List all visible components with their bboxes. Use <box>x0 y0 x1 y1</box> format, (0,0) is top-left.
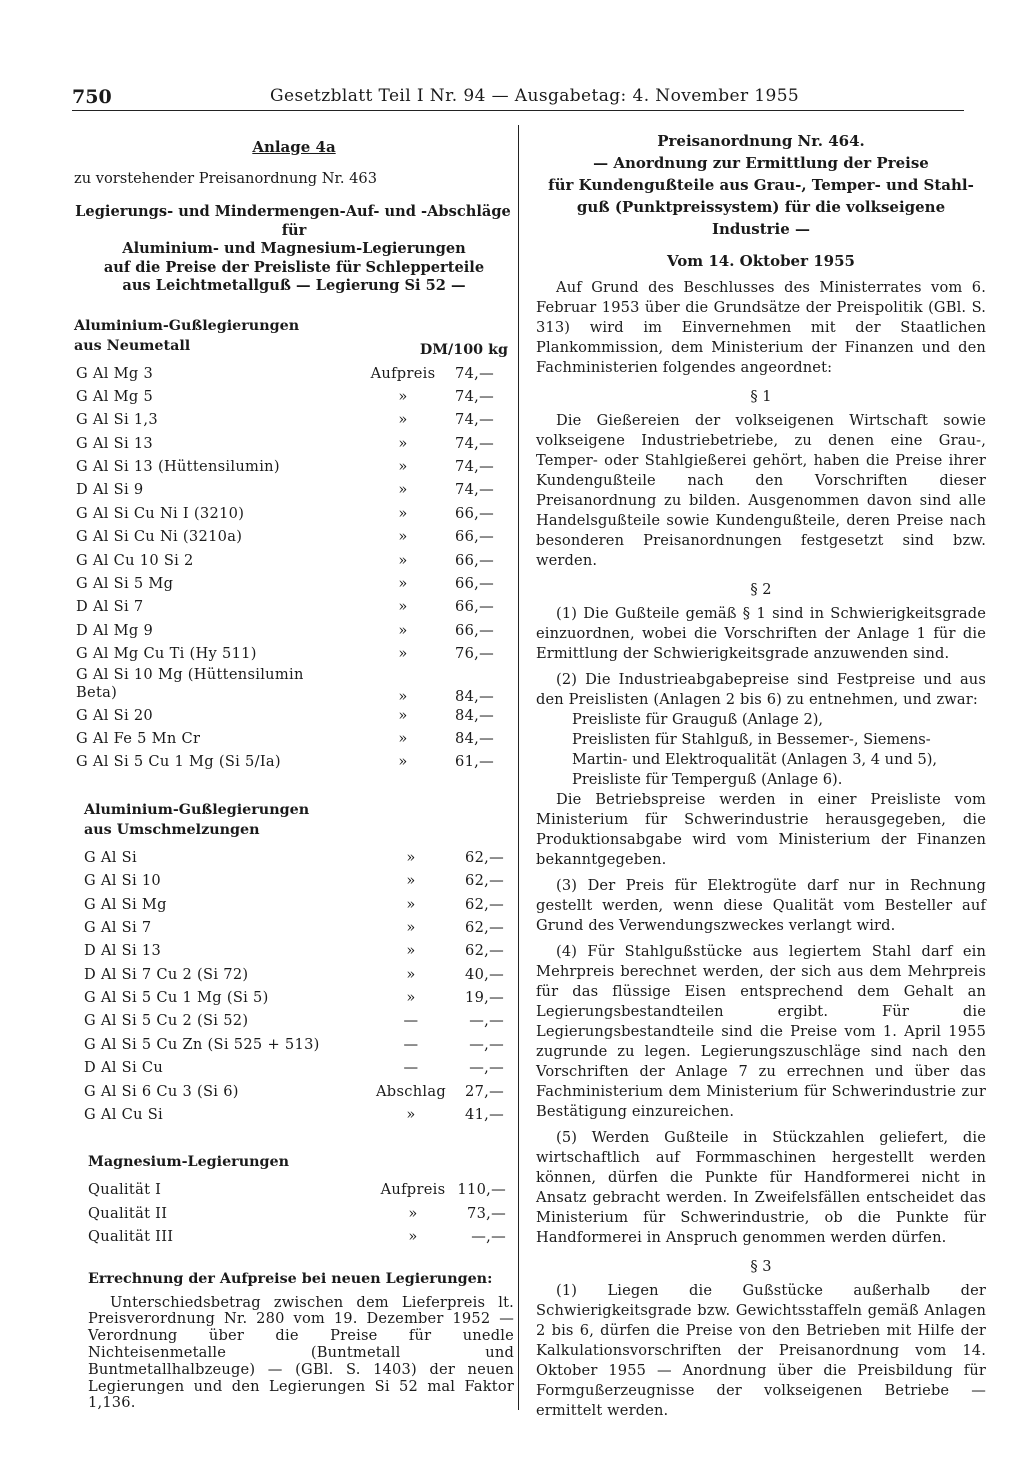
alloy-name: G Al Cu Si <box>84 1106 164 1124</box>
table-row <box>74 1056 514 1079</box>
price-value: —,— <box>469 1012 504 1030</box>
surcharge-type: » <box>398 434 408 452</box>
table-magnesium <box>74 1178 514 1248</box>
price-value: 66,— <box>454 598 494 616</box>
surcharge-type: Aufpreis <box>370 364 436 382</box>
alloy-name: G Al Si <box>84 848 137 866</box>
list-item: Preisliste für Grauguß (Anlage 2), <box>572 711 824 728</box>
paragraph-2-title: § 2 <box>750 581 772 598</box>
alloy-name: D Al Si 7 <box>76 598 144 616</box>
alloy-name: G Al Si 10 <box>84 872 162 890</box>
price-value: 84,— <box>454 729 494 747</box>
price-value: —,— <box>471 1228 506 1246</box>
section-heading: Aluminium-Gußlegierungen <box>74 317 300 334</box>
table-row <box>74 893 514 916</box>
paragraph-1-title: § 1 <box>750 388 772 405</box>
price-value: —,— <box>469 1035 504 1053</box>
anlage-title: Anlage 4a <box>252 138 336 156</box>
alloy-name: G Al Si 5 Cu 1 Mg (Si 5) <box>84 989 269 1007</box>
surcharge-type: » <box>406 918 416 936</box>
surcharge-type: » <box>398 598 408 616</box>
surcharge-type: » <box>398 481 408 499</box>
alloy-name: G Al Si 5 Mg <box>76 575 174 593</box>
table-row <box>74 549 514 572</box>
alloy-name: Qualität III <box>88 1228 174 1246</box>
surcharge-type: Aufpreis <box>380 1181 446 1199</box>
right-column <box>536 130 986 1421</box>
heading-line: Legierungs- und Mindermengen-Auf- und -Abschläge <box>75 203 511 220</box>
surcharge-type: » <box>398 575 408 593</box>
ordinance-title-line: — Anordnung zur Ermittlung der Preise <box>593 154 929 172</box>
surcharge-type: Abschlag <box>375 1082 447 1100</box>
heading-line: auf die Preise der Preisliste für Schlepperteile <box>103 258 485 276</box>
table-row <box>74 502 514 525</box>
alloy-name: D Al Mg 9 <box>76 621 154 639</box>
alloy-name: G Al Mg 5 <box>76 387 154 405</box>
alloy-name: G Al Si Cu Ni I (3210) <box>76 504 245 522</box>
surcharge-type: » <box>398 753 408 771</box>
surcharge-type: » <box>398 458 408 476</box>
price-value: 66,— <box>454 575 494 593</box>
alloy-name: G Al Si 10 Mg (Hüttensilumin Beta) <box>76 665 304 701</box>
section-umschmelzungen-header <box>84 800 514 840</box>
alloy-name: G Al Si 6 Cu 3 (Si 6) <box>84 1082 239 1100</box>
price-value: 73,— <box>466 1204 506 1222</box>
column-divider <box>518 125 519 1410</box>
price-value: 74,— <box>454 411 494 429</box>
header-rule <box>72 110 964 111</box>
table-row <box>74 939 514 962</box>
paragraph-3-title: § 3 <box>750 1258 772 1275</box>
table-row <box>74 963 514 986</box>
list-item: Preisliste für Temperguß (Anlage 6). <box>572 771 843 788</box>
alloy-name: G Al Si Mg <box>84 895 167 913</box>
section-heading: Magnesium-Legierungen <box>88 1154 289 1171</box>
table-row <box>74 1009 514 1032</box>
price-value: 62,— <box>464 942 504 960</box>
price-value: 74,— <box>454 364 494 382</box>
paragraph-2-sub3: (3) Der Preis für Elektrogüte darf nur in Rechnung gestellt werden, wenn diese Qualität vom Besteller auf Grund des Verwendungszweckes verlangt wird. <box>536 877 986 934</box>
paragraph-1-text: Die Gießereien der volkseigenen Wirtschaft sowie volkseigene Industriebetriebe, zu denen eine Grau-, Temper- oder Stahlgießerei gehört, haben die Preise ihrer Kundengußteile nach den Vorschriften dieser Preisanordnung zu bilden. Ausgenommen davon sind alle Handelsgußteile sowie Kundengußteile, deren Preise nach besonderen Preisanordnungen festgesetzt sind bzw. werden. <box>536 412 986 569</box>
heading-line: Aluminium- und Magnesium-Legierungen <box>122 240 466 257</box>
surcharge-type: » <box>398 687 408 705</box>
surcharge-type: » <box>398 411 408 429</box>
price-value: 74,— <box>454 481 494 499</box>
price-value: 40,— <box>464 965 504 983</box>
table-row <box>74 1033 514 1056</box>
surcharge-type: » <box>398 551 408 569</box>
alloy-name: G Al Si 7 <box>84 918 152 936</box>
surcharge-type: » <box>398 528 408 546</box>
paragraph-2-betriebspreise: Die Betriebspreise werden in einer Preisliste vom Ministerium für Schwerindustrie herausgegeben, die Produktionsabgabe wird vom Ministerium der Finanzen bekanntgegeben. <box>536 791 986 868</box>
price-value: 62,— <box>464 848 504 866</box>
surcharge-type: » <box>398 621 408 639</box>
table-row <box>74 869 514 892</box>
table-row <box>74 1225 514 1248</box>
table-row <box>74 750 514 773</box>
ordinance-title-line: Industrie — <box>711 220 811 238</box>
surcharge-type: » <box>406 1106 416 1124</box>
surcharge-type: » <box>406 942 416 960</box>
table-row <box>74 478 514 501</box>
table-row <box>74 595 514 618</box>
price-value: —,— <box>469 1059 504 1077</box>
table-row <box>74 1178 514 1201</box>
paragraph-2-sub5: (5) Werden Gußteile in Stückzahlen geliefert, die wirtschaftlich auf Formmaschinen hergestellt werden können, dürfen die Punkte für Handformerei nicht in Ansatz gebracht werden. In Zweifelsfällen entscheidet das Ministerium für Schwerindustrie, ob die Punkte für Handformerei in Anspruch genommen werden dürfen. <box>536 1129 986 1246</box>
alloy-name: Qualität I <box>88 1181 162 1199</box>
price-value: 74,— <box>454 458 494 476</box>
table-row <box>74 385 514 408</box>
table-row <box>74 362 514 385</box>
surcharge-type: » <box>406 872 416 890</box>
section-heading: aus Umschmelzungen <box>84 821 260 838</box>
surcharge-type: » <box>406 965 416 983</box>
alloy-name: Qualität II <box>88 1204 168 1222</box>
alloy-name: G Al Si 1,3 <box>76 411 158 429</box>
table-row <box>74 432 514 455</box>
table-row <box>74 666 514 704</box>
paragraph-2-sub4: (4) Für Stahlgußstücke aus legiertem Stahl darf ein Mehrpreis berechnet werden, der sich aus dem Mehrpreis für das flüssige Eisen entsprechend dem Gehalt an Legierungsbestandteilen ergibt. Für die Legierungsbestandteile sind die Preise vom 1. April 1955 zugrunde zu legen. Legierungszuschläge sind nach den Vorschriften der Anlage 7 zu errechnen und über das Fachministerium dem Ministerium für Schwerindustrie zur Bestätigung einzureichen. <box>536 943 986 1120</box>
price-value: 66,— <box>454 504 494 522</box>
alloy-name: G Al Si 5 Cu Zn (Si 525 + 513) <box>84 1035 320 1053</box>
alloy-name: G Al Si 5 Cu 1 Mg (Si 5/Ia) <box>76 753 281 771</box>
section-magnesium-header <box>88 1152 514 1172</box>
price-value: 62,— <box>464 895 504 913</box>
running-title: Gesetzblatt Teil I Nr. 94 — Ausgabetag: 4. November 1955 <box>270 86 800 106</box>
price-value: 76,— <box>454 645 494 663</box>
alloy-name: G Al Fe 5 Mn Cr <box>76 729 201 747</box>
price-value: 74,— <box>454 387 494 405</box>
price-value: 19,— <box>464 989 504 1007</box>
surcharge-type: » <box>408 1228 418 1246</box>
surcharge-type: » <box>398 706 408 724</box>
table-row <box>74 1080 514 1103</box>
surcharge-type: » <box>406 895 416 913</box>
table-row <box>74 846 514 869</box>
price-value: 62,— <box>464 872 504 890</box>
section-neumetall-header <box>74 316 514 356</box>
alloy-name: G Al Mg 3 <box>76 364 154 382</box>
unit-label: DM/100 kg <box>419 341 508 358</box>
surcharge-type: — <box>403 1035 419 1053</box>
price-value: 62,— <box>464 918 504 936</box>
price-value: 41,— <box>464 1106 504 1124</box>
preamble: Auf Grund des Beschlusses des Ministerrates vom 6. Februar 1953 über die Grundsätze der Preispolitik (GBl. S. 313) wird im Einvernehmen mit der Staatlichen Plankommission, dem Ministerium der Finanzen und den Fachministerien folgendes angeordnet: <box>536 279 986 376</box>
table-row <box>74 525 514 548</box>
alloy-name: G Al Si Cu Ni (3210a) <box>76 528 243 546</box>
page-number: 750 <box>72 86 112 108</box>
paragraph-2-sub1: (1) Die Gußteile gemäß § 1 sind in Schwierigkeitsgrade einzuordnen, wobei die Vorschriften der Anlage 1 für die Ermittlung der Schwierigkeitsgrade anzuwenden sind. <box>536 605 986 662</box>
ordinance-date: Vom 14. Oktober 1955 <box>667 252 855 270</box>
price-value: 84,— <box>454 706 494 724</box>
surcharge-type: » <box>406 989 416 1007</box>
table-umschmelzungen <box>74 846 514 1127</box>
paragraph-2-sub2: (2) Die Industrieabgabepreise sind Festpreise und aus den Preislisten (Anlagen 2 bis 6) zu entnehmen, und zwar: <box>536 671 986 708</box>
table-row <box>74 1103 514 1126</box>
table-row <box>74 455 514 478</box>
surcharge-type: — <box>403 1012 419 1030</box>
surcharge-type: » <box>398 645 408 663</box>
alloy-name: G Al Si 13 (Hüttensilumin) <box>76 458 280 476</box>
surcharge-type: » <box>398 387 408 405</box>
price-value: 84,— <box>454 687 494 705</box>
ordinance-title-line: für Kundengußteile aus Grau-, Temper- und Stahl- <box>548 176 974 194</box>
table-row <box>74 1202 514 1225</box>
anlage-heading <box>74 203 514 296</box>
alloy-name: D Al Si Cu <box>84 1059 164 1077</box>
alloy-name: G Al Cu 10 Si 2 <box>76 551 194 569</box>
list-item: Martin- und Elektroqualität (Anlagen 3, 4 und 5), <box>572 751 938 768</box>
alloy-name: G Al Mg Cu Ti (Hy 511) <box>76 645 257 663</box>
surcharge-type: » <box>408 1204 418 1222</box>
ordinance-title: Preisanordnung Nr. 464. <box>657 132 865 150</box>
table-row <box>74 727 514 750</box>
list-item: Preislisten für Stahlguß, in Bessemer-, Siemens- <box>572 731 931 748</box>
price-value: 61,— <box>454 753 494 771</box>
alloy-name: D Al Si 7 Cu 2 (Si 72) <box>84 965 249 983</box>
left-column <box>74 138 514 1412</box>
table-row <box>74 704 514 727</box>
ordinance-title-line: guß (Punktpreissystem) für die volkseigene <box>576 198 946 216</box>
surcharge-type: » <box>406 848 416 866</box>
errechnung-heading: Errechnung der Aufpreise bei neuen Legierungen: <box>88 1270 493 1287</box>
price-value: 74,— <box>454 434 494 452</box>
table-row <box>74 986 514 1009</box>
price-value: 66,— <box>454 528 494 546</box>
table-row <box>74 642 514 665</box>
table-row <box>74 572 514 595</box>
alloy-name: D Al Si 13 <box>84 942 162 960</box>
alloy-name: G Al Si 5 Cu 2 (Si 52) <box>84 1012 249 1030</box>
heading-line: für <box>281 221 307 239</box>
table-row <box>74 408 514 431</box>
price-list-enumeration <box>572 710 986 790</box>
anlage-subtitle: zu vorstehender Preisanordnung Nr. 463 <box>74 170 377 187</box>
paragraph-3-sub1: (1) Liegen die Gußstücke außerhalb der Schwierigkeitsgrade bzw. Gewichtsstaffeln gemäß Anlagen 2 bis 6, dürfen die Preise von den Betrieben mit Hilfe der Kalkulationsvorschriften der Preisanordnung vom 14. Oktober 1955 — Anordnung über die Preisbildung für Formgußerzeugnisse der volkseigenen Betriebe — ermittelt werden. <box>536 1282 986 1419</box>
price-value: 110,— <box>457 1181 506 1199</box>
surcharge-type: » <box>398 504 408 522</box>
heading-line: aus Leichtmetallguß — Legierung Si 52 — <box>122 277 466 294</box>
price-value: 27,— <box>464 1082 504 1100</box>
table-row <box>74 916 514 939</box>
table-neumetall <box>74 362 514 774</box>
table-row <box>74 619 514 642</box>
alloy-name: G Al Si 20 <box>76 706 154 724</box>
section-heading: Aluminium-Gußlegierungen <box>84 801 310 818</box>
price-value: 66,— <box>454 551 494 569</box>
alloy-name: D Al Si 9 <box>76 481 144 499</box>
errechnung-text: Unterschiedsbetrag zwischen dem Lieferpreis lt. Preisverordnung Nr. 280 vom 19. Dezember 1952 — Verordnung über die Preise für unedle Nichteisenmetalle (Buntmetall und Buntmetallhalbzeuge) — (GBl. S. 1403) der neuen Legierungen und den Legierungen Si 52 mal Faktor 1,136. <box>88 1293 514 1412</box>
section-heading: aus Neumetall <box>74 337 191 354</box>
surcharge-type: » <box>398 729 408 747</box>
surcharge-type: — <box>403 1059 419 1077</box>
price-value: 66,— <box>454 621 494 639</box>
alloy-name: G Al Si 13 <box>76 434 154 452</box>
